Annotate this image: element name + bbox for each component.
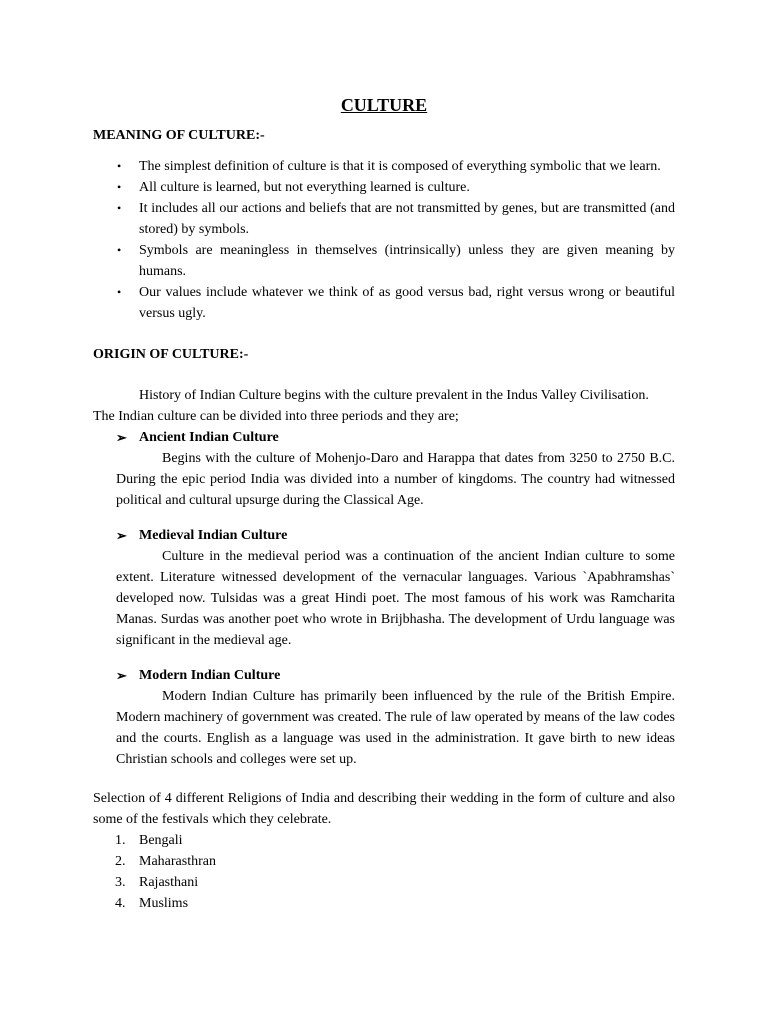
bullet-item bbox=[93, 156, 675, 177]
period-ancient bbox=[116, 427, 675, 511]
list-item bbox=[115, 851, 675, 872]
bullet-icon: • bbox=[117, 201, 122, 215]
period-modern bbox=[116, 665, 675, 770]
list-label: Muslims bbox=[139, 896, 189, 911]
religion-list bbox=[93, 830, 675, 914]
list-item bbox=[115, 872, 675, 893]
list-number: 1. bbox=[115, 833, 126, 848]
list-label: Maharasthran bbox=[139, 854, 216, 869]
bullet-item bbox=[93, 177, 675, 198]
list-number: 2. bbox=[115, 854, 126, 869]
period-title bbox=[116, 427, 675, 448]
bullet-text: All culture is learned, but not everything learned is culture. bbox=[139, 180, 470, 195]
list-label: Rajasthani bbox=[139, 875, 199, 890]
period-medieval bbox=[116, 525, 675, 651]
meaning-heading: MEANING OF CULTURE:- bbox=[93, 128, 265, 143]
origin-intro: History of Indian Culture begins with the culture prevalent in the Indus Valley Civilisation. bbox=[139, 388, 649, 403]
bullet-text: Our values include whatever we think of as good versus bad, right versus wrong or beautiful versus ugly. bbox=[139, 285, 675, 321]
arrow-bullet-icon: ➢ bbox=[116, 430, 127, 445]
period-title-text: Modern Indian Culture bbox=[139, 668, 281, 683]
bullet-icon: • bbox=[117, 285, 122, 299]
arrow-bullet-icon: ➢ bbox=[116, 668, 127, 683]
list-item bbox=[115, 893, 675, 914]
bullet-text: The simplest definition of culture is that it is composed of everything symbolic that we learn. bbox=[139, 159, 661, 174]
bullet-icon: • bbox=[117, 180, 122, 194]
bullet-item bbox=[93, 198, 675, 240]
period-body: Culture in the medieval period was a continuation of the ancient Indian culture to some extent. Literature witnessed development of the vernacular languages. Various `Apabhramshas` developed now. Tulsidas was a great Hindi poet. The most famous of his work was Ramcharita Manas. Surdas was another poet who wrote in Brijbhasha. The development of Urdu language was significant in the medieval age. bbox=[116, 549, 675, 648]
period-title-text: Medieval Indian Culture bbox=[139, 528, 288, 543]
bullet-icon: • bbox=[117, 159, 122, 173]
origin-heading: ORIGIN OF CULTURE:- bbox=[93, 347, 249, 362]
page-title: CULTURE bbox=[340, 95, 428, 115]
bullet-text: It includes all our actions and beliefs that are not transmitted by genes, but are transmitted (and stored) by symbols. bbox=[139, 201, 675, 237]
arrow-bullet-icon: ➢ bbox=[116, 528, 127, 543]
list-label: Bengali bbox=[139, 833, 183, 848]
list-number: 4. bbox=[115, 896, 126, 911]
document-content bbox=[93, 93, 675, 914]
period-body: Begins with the culture of Mohenjo-Daro and Harappa that dates from 3250 to 2750 B.C. During the epic period India was divided into a number of kingdoms. The country had witnessed political and cultural upsurge during the Classical Age. bbox=[116, 451, 675, 508]
period-title bbox=[116, 525, 675, 546]
selection-text: Selection of 4 different Religions of India and describing their wedding in the form of culture and also some of the festivals which they celebrate. bbox=[93, 791, 675, 827]
meaning-bullet-list bbox=[93, 156, 675, 324]
bullet-text: Symbols are meaningless in themselves (intrinsically) unless they are given meaning by humans. bbox=[139, 243, 675, 279]
period-title-text: Ancient Indian Culture bbox=[139, 430, 279, 445]
bullet-item bbox=[93, 240, 675, 282]
periods-intro: The Indian culture can be divided into three periods and they are; bbox=[93, 409, 459, 424]
list-item bbox=[115, 830, 675, 851]
period-title bbox=[116, 665, 675, 686]
period-body: Modern Indian Culture has primarily been influenced by the rule of the British Empire. Modern machinery of government was created. The rule of law operated by means of the law codes and the courts. English as a language was used in the administration. It gave birth to new ideas Christian schools and colleges were set up. bbox=[116, 689, 675, 767]
list-number: 3. bbox=[115, 875, 126, 890]
bullet-icon: • bbox=[117, 243, 122, 257]
bullet-item bbox=[93, 282, 675, 324]
